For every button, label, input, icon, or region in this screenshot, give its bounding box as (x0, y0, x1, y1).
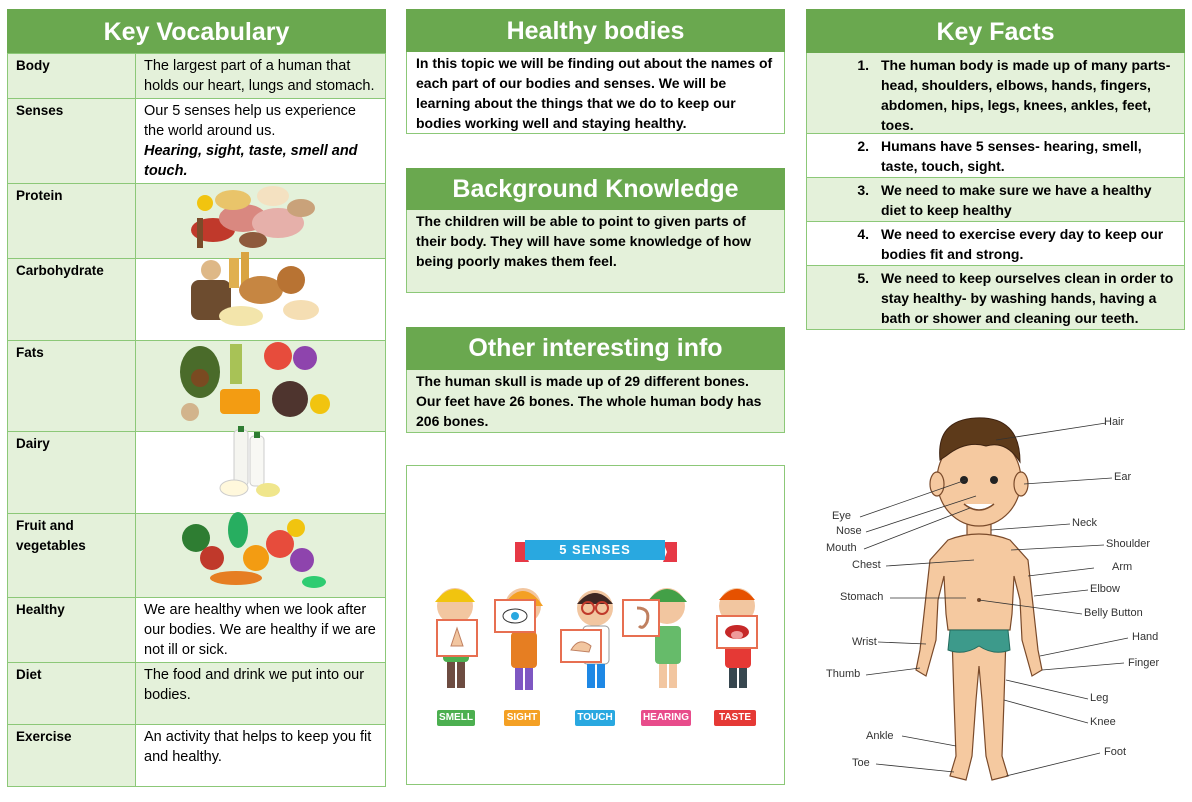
body-label-toe: Toe (852, 757, 870, 769)
healthy-bodies-panel (406, 9, 785, 134)
other-info-title: Other interesting info (406, 327, 785, 370)
vocab-term: Dairy (8, 432, 136, 514)
body-label-nose: Nose (836, 525, 862, 537)
body-label-eye: Eye (832, 510, 851, 522)
body-label-shoulder: Shoulder (1106, 538, 1151, 550)
vocab-term: Exercise (8, 725, 136, 787)
body-label-ear: Ear (1114, 471, 1132, 483)
background-knowledge-text: The children will be able to point to given parts of their body. They will have some knowledge of how being poorly makes them feel. (416, 213, 752, 269)
key-fact-item (806, 53, 1185, 134)
key-fact-text: We need to keep ourselves clean in order to stay healthy- by washing hands, having a bath or shower and cleaning our teeth. (881, 270, 1174, 326)
vocab-row-dairy (8, 432, 386, 514)
body-label-finger: Finger (1128, 657, 1160, 669)
vocab-term: Fruit and vegetables (8, 514, 136, 598)
sense-label-touch: TOUCH (575, 710, 615, 726)
key-fact-text: The human body is made up of many parts- head, shoulders, elbows, hands, fingers, abdomen, hips, legs, knees, ankles, feet, toes. (881, 57, 1171, 133)
key-fact-item (806, 222, 1185, 266)
body-label-thumb: Thumb (826, 668, 861, 680)
key-fact-item (806, 178, 1185, 222)
senses-definition-text: Our 5 senses help us experience the world around us. (144, 103, 356, 139)
fatty-foods-photo (170, 334, 334, 426)
vocab-definition: The largest part of a human that holds our heart, lungs and stomach. (136, 54, 386, 99)
body-label-foot: Foot (1104, 746, 1127, 758)
key-facts-title: Key Facts (806, 9, 1185, 53)
body-label-arm: Arm (1112, 561, 1133, 573)
vocab-definition: The food and drink we put into our bodies. (136, 663, 386, 725)
vocab-row-healthy (8, 598, 386, 663)
five-senses-illustration (406, 465, 785, 785)
key-fact-item (806, 134, 1185, 178)
key-fact-number: 3. (857, 182, 869, 198)
body-label-hair: Hair (1104, 416, 1125, 428)
vocab-term: Carbohydrate (8, 259, 136, 341)
vocab-term: Body (8, 54, 136, 99)
key-facts-panel (806, 9, 1185, 330)
sense-label-taste: TASTE (714, 710, 756, 726)
background-knowledge-title: Background Knowledge (406, 168, 785, 210)
vocab-row-body (8, 54, 386, 99)
body-label-elbow: Elbow (1090, 583, 1120, 595)
healthy-bodies-title: Healthy bodies (406, 9, 785, 52)
key-vocabulary-title: Key Vocabulary (7, 9, 386, 53)
body-label-wrist: Wrist (852, 636, 877, 648)
vocab-definition: We are healthy when we look after our bodies. We are healthy if we are not ill or sick. (136, 598, 386, 663)
vocab-term: Protein (8, 184, 136, 259)
key-fact-text: We need to exercise every day to keep our bodies fit and strong. (881, 226, 1164, 262)
background-knowledge-panel (406, 168, 785, 293)
body-label-knee: Knee (1090, 716, 1116, 728)
vocab-term: Senses (8, 99, 136, 184)
vocab-term: Diet (8, 663, 136, 725)
healthy-bodies-text: In this topic we will be finding out about the names of each part of our bodies and senses. We will be learning about the things that we do to keep our bodies working well and staying healthy. (416, 55, 773, 131)
key-fact-number: 2. (857, 138, 869, 154)
vocab-row-senses (8, 99, 386, 184)
five-senses-banner: 5 SENSES (559, 542, 631, 557)
key-fact-item (806, 266, 1185, 330)
vocab-definition (136, 99, 386, 184)
key-fact-text: We need to make sure we have a healthy diet to keep healthy (881, 182, 1152, 218)
senses-list-text: Hearing, sight, taste, smell and touch. (144, 143, 358, 179)
body-label-leg: Leg (1090, 692, 1109, 704)
body-label-mouth: Mouth (826, 542, 857, 554)
body-label-ankle: Ankle (866, 730, 894, 742)
dairy-products-photo (216, 426, 282, 502)
vocab-term: Fats (8, 341, 136, 432)
vocab-term: Healthy (8, 598, 136, 663)
body-label-hand: Hand (1132, 631, 1159, 643)
other-info-text: The human skull is made up of 29 different bones. Our feet have 26 bones. The whole human body has 206 bones. (416, 373, 762, 429)
key-fact-number: 5. (857, 270, 869, 286)
carbohydrate-foods-photo (181, 250, 323, 332)
other-info-panel (406, 327, 785, 433)
key-fact-text: Humans have 5 senses- hearing, smell, taste, touch, sight. (881, 138, 1142, 174)
sense-label-smell: SMELL (437, 710, 475, 726)
body-label-chest: Chest (852, 559, 881, 571)
vocab-row-diet (8, 663, 386, 725)
vocab-definition: An activity that helps to keep you fit and healthy. (136, 725, 386, 787)
sense-label-sight: SIGHT (504, 710, 540, 726)
vocab-row-exercise (8, 725, 386, 787)
sense-label-hearing: HEARING (641, 710, 691, 726)
body-label-stomach: Stomach (840, 591, 884, 603)
protein-foods-photo (183, 178, 321, 250)
body-label-neck: Neck (1072, 517, 1098, 529)
body-label-belly-button: Belly Button (1084, 607, 1143, 619)
fruit-vegetables-photo (176, 508, 326, 592)
key-fact-number: 1. (857, 57, 869, 73)
key-fact-number: 4. (857, 226, 869, 242)
